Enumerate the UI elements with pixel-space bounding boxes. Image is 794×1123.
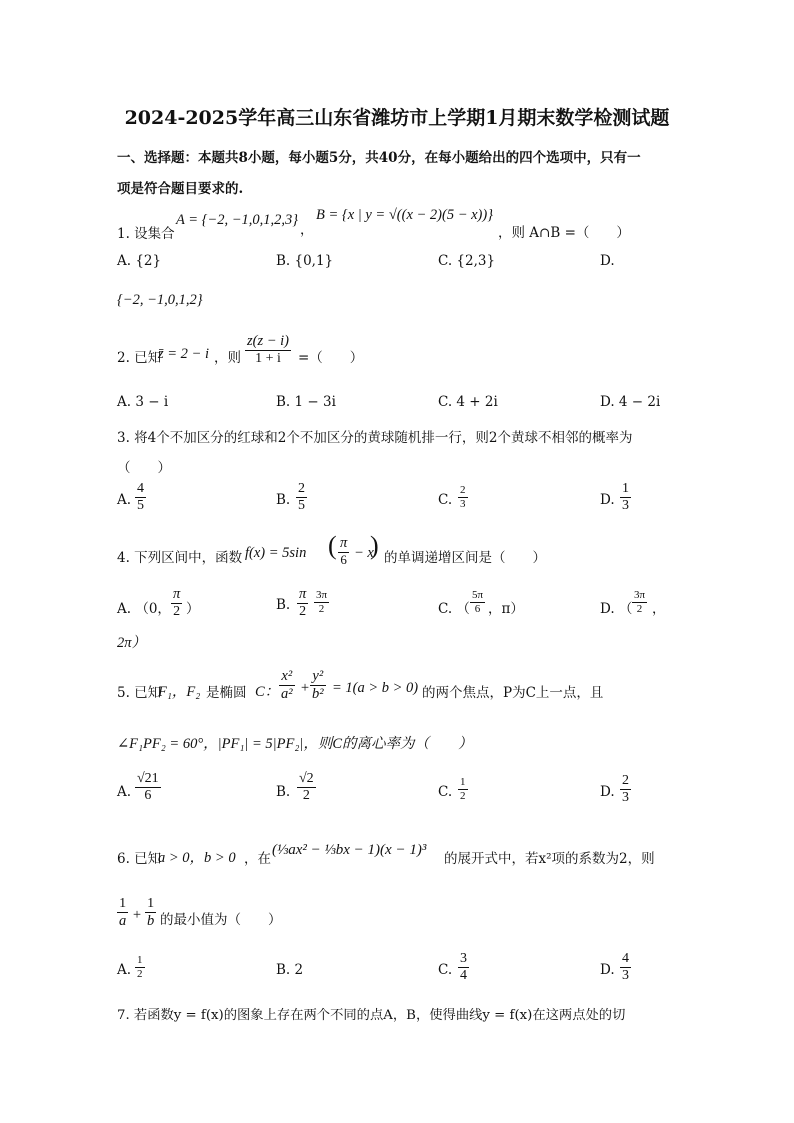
q5-y-den: b²: [312, 685, 324, 702]
q5-option-d-label: D.: [600, 784, 615, 800]
q4-option-a-num: π: [173, 586, 181, 602]
q3-option-c-label: C.: [438, 492, 453, 508]
q5-option-a-num: √21: [135, 771, 161, 788]
q2-fraction: [245, 333, 291, 367]
q5-option-d-den: 3: [622, 790, 629, 806]
q3-line1: 3. 将4个不加区分的红球和2个不加区分的黄球随机排一行，则2个黄球不相邻的概率为: [117, 430, 633, 446]
q4-option-d-num: 3π: [634, 589, 646, 601]
q6-option-d: [620, 951, 631, 984]
q4-option-b-den2: 2: [318, 602, 325, 615]
q1-option-c: C. {2,3}: [438, 253, 496, 269]
q4-left-paren: (: [328, 531, 337, 560]
q2-suffix: =（ ）: [298, 350, 364, 366]
q4-option-b-den1: 2: [299, 603, 307, 619]
q4-option-b-num1: π: [299, 586, 307, 602]
q5-option-a-label: A.: [117, 784, 132, 800]
q4-option-d-den: 2: [636, 602, 643, 615]
q3-option-c: [458, 484, 468, 510]
q5-y-frac: [310, 668, 326, 702]
q4-option-b-label: B.: [276, 597, 291, 613]
q4-option-c-den: 6: [474, 602, 481, 615]
q6-option-a: [135, 954, 145, 980]
q6-option-a-label: A.: [117, 962, 132, 978]
q6-plus: +: [132, 907, 142, 923]
q1-suffix: ，则 A∩B =（ ）: [498, 225, 630, 241]
page-title: 2024-2025学年高三山东省潍坊市上学期1月期末数学检测试题: [124, 107, 670, 129]
q2-prefix: 2. 已知: [117, 350, 162, 366]
q1-option-d: D.: [600, 253, 615, 269]
q3-option-c-num: 2: [460, 484, 466, 496]
q6-option-c-den: 4: [460, 968, 467, 984]
q5-option-d-num: 2: [620, 773, 631, 790]
q3-option-a-num: 4: [135, 481, 146, 498]
q5-x-den: a²: [281, 685, 293, 702]
q4-option-a-label: A. （0，: [117, 601, 171, 617]
q3-option-b-den: 5: [298, 498, 305, 514]
q1-option-d-value: {−2, −1,0,1,2}: [117, 292, 203, 308]
q2-option-c: C. 4 + 2i: [438, 394, 498, 410]
q3-option-a-den: 5: [137, 498, 144, 514]
q4-fraction-den: 6: [340, 551, 347, 567]
q3-option-d: [620, 481, 631, 514]
q6-option-d-den: 3: [622, 968, 629, 984]
q2-denominator: 1 + i: [255, 350, 281, 366]
q5-option-c: [458, 776, 468, 802]
q4-option-c-num: 5π: [472, 589, 484, 601]
q5-option-c-den: 2: [460, 789, 466, 802]
q6-frac-1a: $\frac{1}{a}$: [119, 896, 127, 930]
q4-option-b-num2: 3π: [316, 589, 328, 601]
q5-option-d: [620, 773, 631, 806]
q1-option-b: B. {0,1}: [276, 253, 334, 269]
q1-option-a: A. {2}: [117, 253, 162, 269]
q4-minus-x: − x: [354, 545, 374, 561]
q6-expression: (⅓ax² − ⅓bx − 1)(x − 1)³: [272, 842, 427, 858]
q2-option-a: A. 3 − i: [117, 394, 169, 410]
q4-function: f(x) = 5sin: [245, 545, 307, 561]
q4-option-c-end: ，π）: [488, 601, 524, 617]
q6-frac-1b: $\frac{1}{b}$: [147, 896, 155, 930]
q6-suffix: 的展开式中，若x²项的系数为2，则: [444, 851, 655, 867]
q5-option-b-num: √2: [297, 771, 316, 788]
q1-comma: ，: [300, 222, 314, 238]
q4-option-c-frac: [470, 589, 485, 615]
q4-option-a-end: ）: [186, 601, 200, 617]
q3-option-b: [296, 481, 307, 514]
q5-line2: ∠F₁PF₂ = 60°，|PF₁| = 5|PF₂|，则C的离心率为（ ）: [117, 736, 473, 752]
q4-pi-over-6: [338, 535, 349, 568]
q3-option-b-num: 2: [296, 481, 307, 498]
q4-prefix: 4. 下列区间中，函数: [117, 550, 243, 566]
q4-option-c-label: C. （: [438, 601, 470, 617]
q6-option-c-num: 3: [458, 951, 469, 968]
q3-option-d-den: 3: [622, 498, 629, 514]
q6-line2-tail: 的最小值为（ ）: [160, 912, 282, 928]
q5-curve: C：: [255, 684, 280, 700]
q4-right-paren: ): [370, 531, 379, 560]
q5-equation-rhs: = 1(a > b > 0): [332, 680, 419, 696]
q5-suffix: 的两个焦点，P为C上一点，且: [422, 685, 604, 701]
q6-option-d-num: 4: [620, 951, 631, 968]
q4-option-b-frac2: [314, 589, 329, 615]
q5-mid: 是椭圆: [206, 685, 247, 701]
q7-line1: 7. 若函数y = f(x)的图象上存在两个不同的点A，B，使得曲线y = f(x)在这两点处的切: [117, 1008, 626, 1023]
q5-option-b-den: 2: [302, 788, 310, 804]
q3-option-c-den: 3: [460, 497, 466, 510]
q4-suffix: 的单调递增区间是（ ）: [384, 550, 546, 566]
q1-set-b: B = {x | y = √((x − 2)(5 − x))}: [316, 207, 494, 223]
q5-option-c-num: 1: [460, 776, 466, 788]
q4-fraction-num: π: [340, 535, 348, 551]
section-header-line1: 一、选择题：本题共8小题，每小题5分，共40分，在每小题给出的四个选项中，只有一: [117, 150, 641, 166]
q6-option-a-num: 1: [137, 954, 143, 966]
q6-option-d-label: D.: [600, 962, 615, 978]
q6-option-c: [458, 951, 469, 984]
q5-plus: +: [300, 680, 310, 696]
q5-y-num: y²: [310, 668, 326, 686]
q4-option-d-label: D. （: [600, 601, 633, 617]
q4-option-d-end: ，: [652, 601, 666, 617]
section-header-line2: 项是符合题目要求的.: [117, 181, 244, 197]
q2-mid: ，则: [214, 350, 241, 366]
q6-condition: a > 0，b > 0: [158, 850, 236, 866]
q2-option-d: D. 4 − 2i: [600, 394, 661, 410]
q3-line2: （ ）: [117, 460, 171, 476]
q6-option-c-label: C.: [438, 962, 453, 978]
q6-mid: ，在: [244, 851, 271, 867]
q5-option-c-label: C.: [438, 784, 453, 800]
q5-foci: F₁，F₂: [158, 684, 201, 700]
q4-option-a-frac: [171, 586, 182, 620]
q3-option-b-label: B.: [276, 492, 291, 508]
q5-option-a-den: 6: [144, 788, 152, 804]
q1-prefix: 1. 设集合: [117, 226, 175, 242]
q3-option-d-num: 1: [620, 481, 631, 498]
q3-option-d-label: D.: [600, 492, 615, 508]
q6-option-a-den: 2: [137, 967, 143, 980]
q1-set-a: A = {−2, −1,0,1,2,3}: [176, 212, 299, 228]
q2-condition: z̄ = 2 − i: [158, 346, 209, 362]
q6-prefix: 6. 已知: [117, 851, 162, 867]
q5-option-a: [135, 771, 161, 804]
q5-option-b: [297, 771, 316, 804]
q2-numerator: z(z − i): [247, 333, 290, 349]
q5-x-frac: [279, 668, 295, 702]
q5-prefix: 5. 已知: [117, 685, 162, 701]
q4-option-a-den: 2: [173, 603, 181, 619]
q3-option-a: [135, 481, 146, 514]
q5-option-b-label: B.: [276, 784, 291, 800]
q4-option-b-frac1: [297, 586, 308, 620]
q4-option-d-cont: 2π）: [117, 635, 147, 651]
q4-option-d-frac: [632, 589, 647, 615]
q5-x-num: x²: [279, 668, 295, 686]
q6-option-b: B. 2: [276, 962, 304, 978]
q3-option-a-label: A.: [117, 492, 132, 508]
q2-option-b: B. 1 − 3i: [276, 394, 336, 410]
